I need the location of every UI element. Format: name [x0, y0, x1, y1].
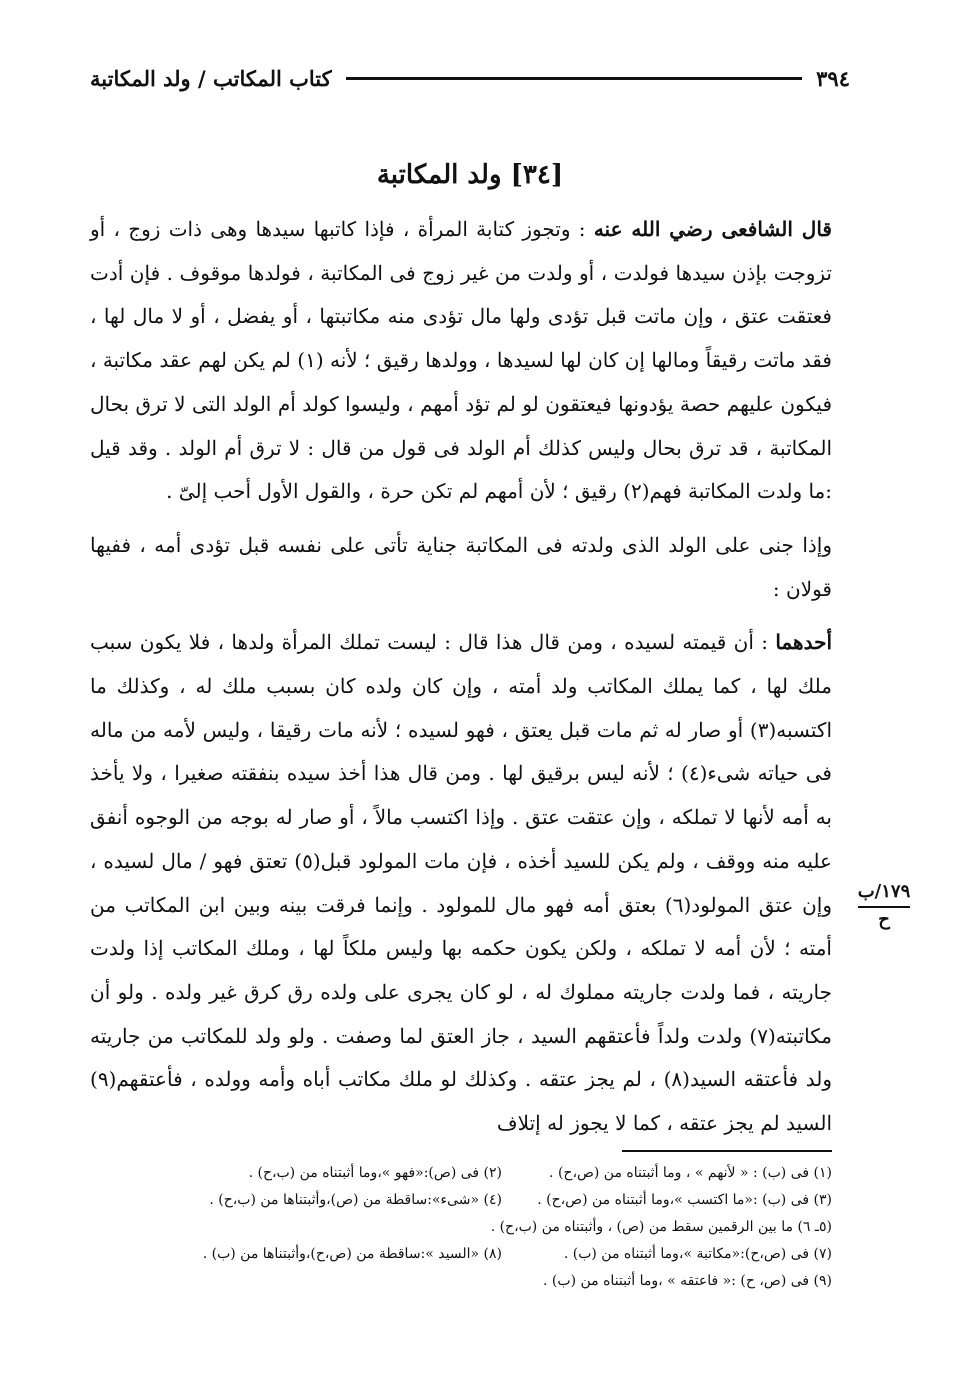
footnote-5-6: (٥ـ ٦) ما بين الرقمين سقط من (ص) ، وأثبتناه من (ب،ح) . [490, 1219, 832, 1235]
paragraph-1-text: : وتجوز كتابة المرأة ، فإذا كاتبها سيدها وهى ذات زوج ، أو تزوجت بإذن سيدها فولدت ، أو ولدت من غير زوج فى المكاتبة ، فولدها موقوف . فإن أدت فعتقت عتق ، وإن ماتت قبل تؤدى ولها مال تؤدى منه مكاتبتها ، أو يفضل ، أو لا مال لها ، فقد ماتت رقيقاً ومالها إن كان لها لسيدها ، وولدها رقيق ؛ لأنه (١) لم يكن لهم عقد مكاتبة ، فيكون عليهم حصة يؤدونها فيعتقون لو لم تؤد أمهم ، وليسوا كولد أم الولد التى لا ترق بحال المكاتبة ، قد ترق بحال وليس كذلك أم الولد فى قول من قال : لا ترق أم الولد . وقد قيل :ما ولدت المكاتبة فهم(٢) رقيق ؛ لأن أمهم لم تكن حرة ، والقول الأول أحب إلىّ . [90, 217, 832, 504]
running-title: كتاب المكاتب / ولد المكاتبة [90, 65, 332, 91]
chapter-title: [٣٤] ولد المكاتبة [376, 160, 564, 190]
paragraph-1-lead: قال الشافعى رضي الله عنه [593, 217, 832, 241]
footnote-2: (٢) فى (ص):«فهو »،وما أثبتناه من (ب،ح) . [248, 1165, 502, 1181]
paragraph-1 [90, 208, 832, 514]
footnote-row [90, 1187, 832, 1214]
paragraph-2: وإذا جنى على الولد الذى ولدته فى المكاتبة جناية تأتى على نفسه قبل تؤدى أمه ، ففيها قولان : [90, 532, 832, 601]
footnote-9: (٩) فى (ص، ح) :« فاعتقه » ،وما أثبتناه من (ب) . [543, 1273, 832, 1289]
main-text [90, 208, 832, 1146]
footnote-row [90, 1268, 832, 1295]
footnote-4: (٤) «شىء»:ساقطة من (ص)،وأثبتناها من (ب،ح) . [209, 1192, 502, 1208]
folio-reference: ١٧٩/ب [858, 880, 911, 908]
paragraph-3 [90, 621, 832, 1145]
footnote-row [90, 1160, 832, 1187]
footnote-row [90, 1214, 832, 1241]
footnote-3: (٣) فى (ب) :«ما اكتسب »،وما أثبتناه من (ص،ح) . [537, 1192, 832, 1208]
paragraph-3-text: : أن قيمته لسيده ، ومن قال هذا قال : ليست تملك المرأة ولدها ، فلا يكون سبب ملك لها ، كما يملك المكاتب ولد أمته ، وإن كان ولده كان بسبب ملك له ، وكذلك ما اكتسبه(٣) أو صار له ثم مات قبل يعتق ، فهو لسيده ؛ لأنه مات رقيقا ، وليس لأمه من ماله فى حياته شىء(٤) ؛ لأنه ليس برقيق لها . ومن قال هذا أخذ سيده بنفقته صغيرا ، ولا يأخذ به أمه لأنها لا تملكه ، وإن عتقت عتق . وإذا اكتسب مالاً ، أو صار له بوجه من الوجوه أنفق عليه منه ووقف ، ولم يكن للسيد أخذه ، فإن مات المولود قبل(٥) تعتق فهو / مال لسيده ، وإن عتق المولود(٦) بعتق أمه فهو مال للمولود . وإنما فرقت بينه وبين ابن المكاتب من أمته ؛ لأن أمه لا تملكه ، ولكن يكون حكمه بها وليس ملكاً لها ، وملك المكاتب إذا ولدت جاريته ، فما ولدت جاريته مملوك له ، لو كان يجرى على ولده رق كرق غير ولده . ولو أن مكاتبته(٧) ولدت ولداً فأعتقهم السيد ، جاز العتق لما وصفت . ولو ولد للمكاتب من جاريته ولد فأعتقه السيد(٨) ، لم يجز عتقه . وكذلك لو ملك مكاتب أباه وأمه وولده ، فأعتقهم(٩) السيد لم يجز عتقه ، كما لا يجوز له إتلاف [90, 630, 832, 1136]
running-header [90, 58, 850, 98]
header-rule [346, 77, 803, 80]
paragraph-3-lead: أحدهما [775, 630, 832, 655]
margin-note [852, 880, 916, 932]
footnote-rule [622, 1150, 832, 1152]
footnote-1: (١) فى (ب) : « لأنهم » ، وما أثبتناه من (ص،ح) . [549, 1165, 832, 1181]
footnote-7: (٧) فى (ص،ح):«مكاتبة »،وما أثبتناه من (ب) . [563, 1246, 832, 1262]
page-number: ٣٩٤ [816, 65, 850, 91]
manuscript-siglum: ح [878, 909, 890, 930]
footnote-8: (٨) «السيد »:ساقطة من (ص،ح)،وأثبتناها من (ب) . [202, 1246, 502, 1262]
footnote-row [90, 1241, 832, 1268]
footnotes [90, 1160, 832, 1295]
